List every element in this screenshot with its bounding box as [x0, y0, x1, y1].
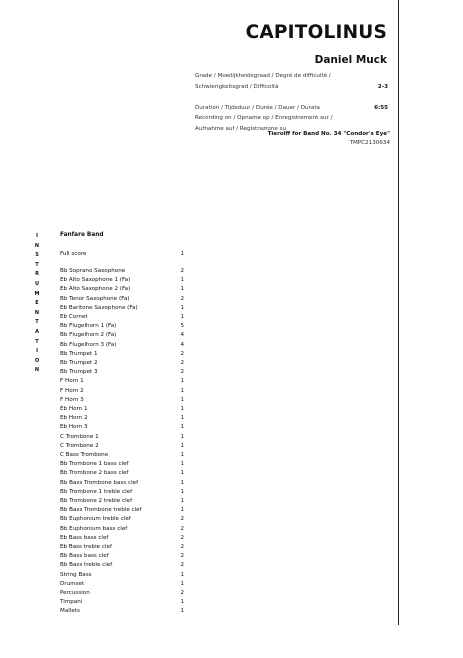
part-row: [60, 332, 184, 341]
part-name: Bb Euphonium bass clef: [60, 525, 128, 532]
part-row: [60, 516, 184, 525]
part-name: C Bass Trombone: [60, 452, 109, 458]
part-quantity: 1: [180, 507, 184, 514]
part-row: [60, 351, 184, 360]
part-quantity: 1: [180, 599, 184, 606]
part-name: Eb Cornet: [60, 314, 88, 320]
part-row: [60, 388, 184, 397]
part-quantity: 2: [180, 295, 184, 302]
part-name: Bb Trombone 2 treble clef: [60, 498, 133, 504]
part-name: Eb Bass bass clef: [60, 534, 109, 541]
part-quantity: 1: [180, 571, 184, 578]
part-row: [60, 378, 184, 387]
part-row: [60, 480, 184, 489]
part-row: [60, 553, 184, 562]
part-name: Bb Tenor Saxophone (Fa): [60, 295, 130, 302]
part-name: Bb Trombone 2 bass clef: [60, 470, 129, 477]
part-quantity: 2: [180, 516, 184, 523]
part-quantity: 2: [180, 553, 184, 560]
side-label-letter: M: [34, 290, 40, 297]
part-quantity: 1: [180, 314, 184, 320]
part-quantity: 1: [180, 387, 184, 394]
duration-value: 6:55: [374, 104, 388, 111]
part-row: [60, 581, 184, 590]
side-label-letter: O: [34, 357, 40, 364]
part-row: [60, 342, 184, 351]
part-quantity: 1: [180, 608, 184, 615]
part-name: C Trombone 1: [60, 433, 99, 440]
part-row: [60, 489, 184, 498]
part-row: [60, 526, 184, 535]
part-row: [60, 452, 184, 461]
part-quantity: 2: [180, 350, 184, 357]
part-row: [60, 544, 184, 553]
part-name: Bb Bass Trombone bass clef: [60, 479, 139, 486]
part-quantity: 2: [180, 369, 184, 376]
part-row: [60, 277, 184, 286]
recording-label-2: Aufnahme auf / Registrazione su: [195, 125, 287, 132]
part-quantity: 2: [180, 268, 184, 274]
part-row: [60, 360, 184, 369]
part-quantity: 1: [180, 488, 184, 495]
part-name: C Trombone 2: [60, 442, 99, 449]
part-name: String Bass: [60, 571, 92, 578]
composer-name: Daniel Muck: [314, 54, 387, 66]
part-quantity: 2: [180, 534, 184, 541]
part-name: Eb Horn 1: [60, 406, 88, 412]
side-label-letter: S: [35, 252, 39, 259]
part-quantity: 1: [180, 251, 184, 257]
part-quantity: 1: [180, 580, 184, 587]
part-quantity: 2: [180, 525, 184, 532]
part-quantity: 1: [180, 424, 184, 431]
part-name: Bb Trumpet 1: [60, 350, 98, 357]
grade-label-2: Schwierigkeitsgrad / Difficoltà: [195, 83, 279, 90]
part-name: Eb Baritone Saxophone (Fa): [60, 304, 138, 311]
part-name: Bb Trombone 1 treble clef: [60, 488, 133, 495]
part-row: [60, 369, 184, 378]
part-name: Full score: [60, 251, 87, 257]
vertical-rule: [398, 0, 399, 625]
part-quantity: 1: [180, 415, 184, 422]
recording-label-1: Recording on / Opname op / Enregistrement sur /: [195, 115, 333, 121]
side-label-letter: T: [35, 261, 39, 268]
part-quantity: 1: [180, 461, 184, 468]
part-row: [60, 434, 184, 443]
side-label-letter: N: [34, 242, 40, 249]
part-name: Percussion: [60, 590, 90, 596]
instrumentation-side-label: [32, 232, 42, 376]
part-row: [60, 498, 184, 507]
part-quantity: 1: [180, 470, 184, 477]
part-name: Eb Horn 2: [60, 415, 88, 422]
part-name: Bb Bass Trombone treble clef: [60, 507, 142, 514]
part-row: [60, 415, 184, 424]
part-quantity: 4: [180, 332, 184, 339]
catalog-code: TMPC2130634: [349, 140, 390, 146]
part-quantity: 1: [180, 277, 184, 284]
part-name: F Horn 3: [60, 396, 84, 403]
part-name: Drumset: [60, 580, 85, 587]
part-name: Eb Horn 3: [60, 424, 88, 431]
part-quantity: 1: [180, 304, 184, 311]
part-quantity: 1: [180, 406, 184, 412]
part-row: [60, 286, 184, 295]
part-name: Bb Trumpet 2: [60, 360, 98, 366]
side-label-letter: N: [34, 367, 40, 374]
part-quantity: 2: [180, 360, 184, 366]
part-quantity: 1: [180, 378, 184, 385]
part-row: [60, 507, 184, 516]
part-row: [60, 535, 184, 544]
part-quantity: 1: [180, 433, 184, 440]
part-quantity: 1: [180, 396, 184, 403]
part-quantity: 1: [180, 286, 184, 293]
part-quantity: 1: [180, 452, 184, 458]
grade-value: 2-3: [377, 83, 388, 90]
part-row: [60, 251, 184, 260]
part-name: Eb Alto Saxophone 2 (Fa): [60, 286, 131, 293]
recording-series: Tierolff for Band No. 34 "Condor's Eye": [267, 131, 390, 137]
part-quantity: 5: [180, 323, 184, 330]
part-name: F Horn 1: [60, 378, 84, 385]
side-label-letter: N: [34, 309, 40, 316]
part-name: Eb Alto Saxophone 1 (Fa): [60, 277, 131, 284]
duration-row: [195, 105, 391, 116]
part-row: [60, 305, 184, 314]
part-row: [60, 470, 184, 479]
side-label-letter: I: [36, 233, 38, 239]
recording-row-1: [195, 115, 391, 126]
grade-label-1: Grade / Moeilijkheidsgraad / Degré de difficulté /: [195, 73, 331, 79]
side-label-letter: I: [36, 348, 38, 355]
part-row: [60, 443, 184, 452]
section-title: Fanfare Band: [60, 232, 104, 238]
part-quantity: 1: [180, 479, 184, 486]
part-row: [60, 268, 184, 277]
part-name: Bb Trumpet 3: [60, 369, 98, 376]
part-name: Bb Soprano Saxophone: [60, 268, 126, 274]
work-title: CAPITOLINUS: [245, 22, 387, 43]
grade-row-2: [195, 84, 391, 95]
part-row: [60, 296, 184, 305]
part-row: [60, 599, 184, 608]
part-row: [60, 562, 184, 571]
part-quantity: 4: [180, 341, 184, 348]
part-name: Bb Bass bass clef: [60, 553, 109, 560]
part-name: Bb Flugelhorn 1 (Fa): [60, 323, 117, 330]
part-name: Eb Bass treble clef: [60, 544, 112, 550]
duration-label: Duration / Tijdsduur / Durée / Dauer / Durata: [195, 104, 320, 111]
part-row: [60, 572, 184, 581]
side-label-letter: A: [35, 328, 39, 335]
part-row: [60, 397, 184, 406]
part-name: Timpani: [60, 599, 83, 606]
part-row: [60, 424, 184, 433]
part-quantity: 2: [180, 562, 184, 569]
part-name: Mallets: [60, 608, 80, 615]
grade-row-1: [195, 73, 391, 84]
part-quantity: 2: [180, 544, 184, 550]
work-info: [195, 73, 391, 136]
part-name: Bb Flugelhorn 3 (Fa): [60, 341, 117, 348]
part-row: [60, 608, 184, 617]
part-row: [60, 590, 184, 599]
part-quantity: 2: [180, 590, 184, 596]
part-row: [60, 461, 184, 470]
part-quantity: 1: [180, 498, 184, 504]
side-label-letter: T: [35, 338, 39, 345]
part-name: Bb Flugelhorn 2 (Fa): [60, 332, 117, 339]
side-label-letter: E: [35, 300, 39, 307]
part-quantity: 1: [180, 442, 184, 449]
part-name: Bb Bass treble clef: [60, 562, 113, 569]
side-label-letter: R: [35, 271, 39, 278]
spacer-row: [195, 94, 391, 105]
part-row: [60, 323, 184, 332]
side-label-letter: T: [35, 319, 39, 326]
part-row: [60, 406, 184, 415]
part-row: [60, 314, 184, 323]
part-name: Bb Trombone 1 bass clef: [60, 461, 129, 468]
part-name: F Horn 2: [60, 387, 84, 394]
side-label-letter: U: [34, 280, 40, 287]
part-name: Bb Euphonium treble clef: [60, 516, 131, 523]
